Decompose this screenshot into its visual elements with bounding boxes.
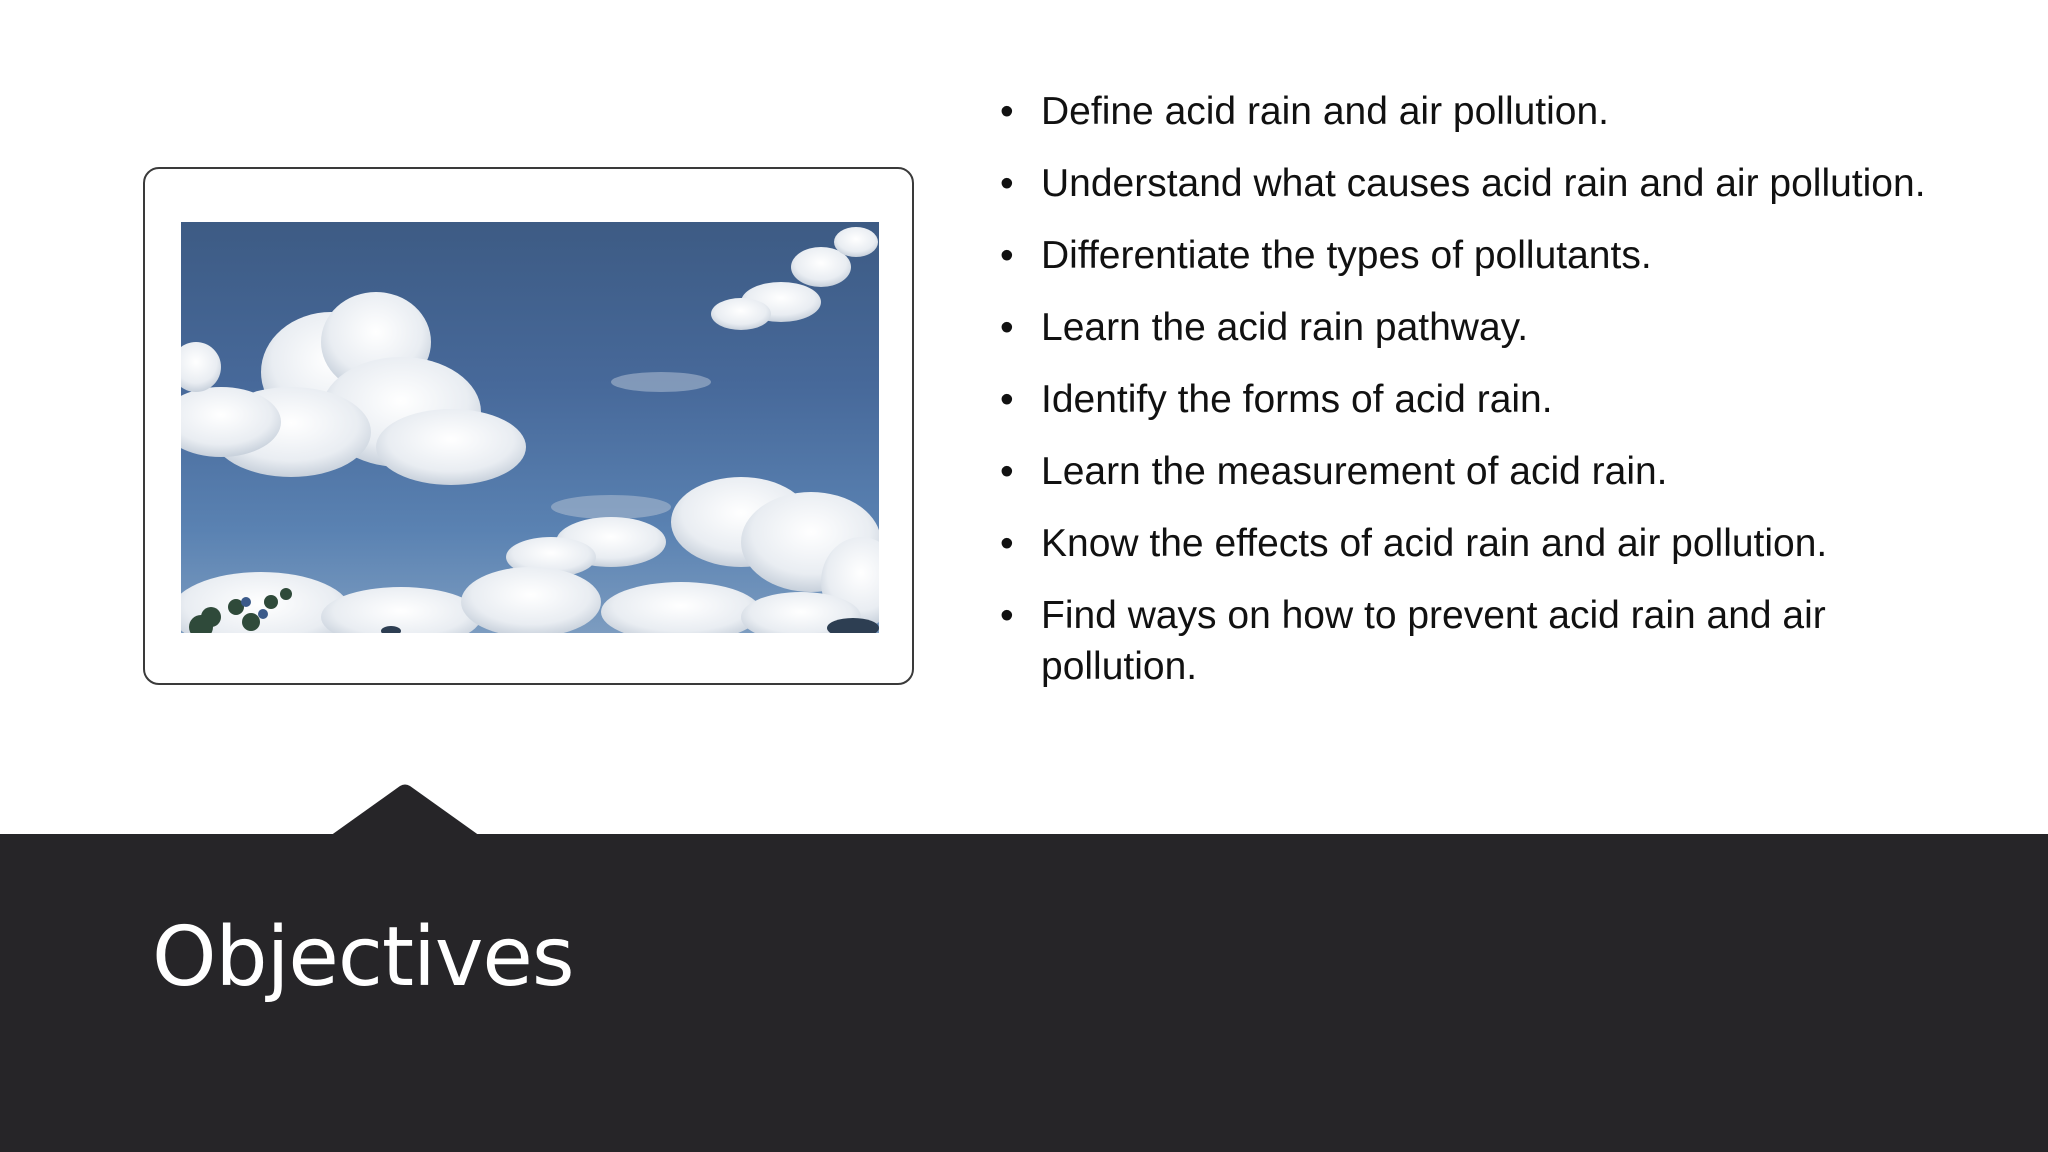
list-item xyxy=(1000,230,1960,281)
objectives-list xyxy=(1000,86,1960,713)
bullet-icon: • xyxy=(1000,522,1014,565)
bullet-icon: • xyxy=(1000,450,1014,493)
list-item-text: Find ways on how to prevent acid rain and air pollution. xyxy=(1041,594,1826,688)
list-item xyxy=(1000,590,1960,692)
callout-pointer xyxy=(330,784,480,836)
bullet-icon: • xyxy=(1000,90,1014,133)
list-item xyxy=(1000,158,1960,209)
bullet-icon: • xyxy=(1000,306,1014,349)
list-item-text: Differentiate the types of pollutants. xyxy=(1041,234,1652,277)
list-item-text: Learn the measurement of acid rain. xyxy=(1041,450,1668,493)
bullet-icon: • xyxy=(1000,378,1014,421)
list-item-text: Know the effects of acid rain and air pollution. xyxy=(1041,522,1828,565)
list-item-text: Understand what causes acid rain and air pollution. xyxy=(1041,162,1926,205)
list-item xyxy=(1000,86,1960,137)
slide-title: Objectives xyxy=(152,910,574,1005)
bullet-icon: • xyxy=(1000,162,1014,205)
list-item xyxy=(1000,518,1960,569)
list-item xyxy=(1000,302,1960,353)
list-item-text: Identify the forms of acid rain. xyxy=(1041,378,1553,421)
list-item-text: Learn the acid rain pathway. xyxy=(1041,306,1529,349)
list-item-text: Define acid rain and air pollution. xyxy=(1041,90,1610,133)
bullet-icon: • xyxy=(1000,594,1014,637)
clouds-illustration xyxy=(181,222,879,633)
bullet-icon: • xyxy=(1000,234,1014,277)
image-frame xyxy=(143,167,914,685)
sky-clouds-image xyxy=(181,222,879,633)
list-item xyxy=(1000,446,1960,497)
list-item xyxy=(1000,374,1960,425)
